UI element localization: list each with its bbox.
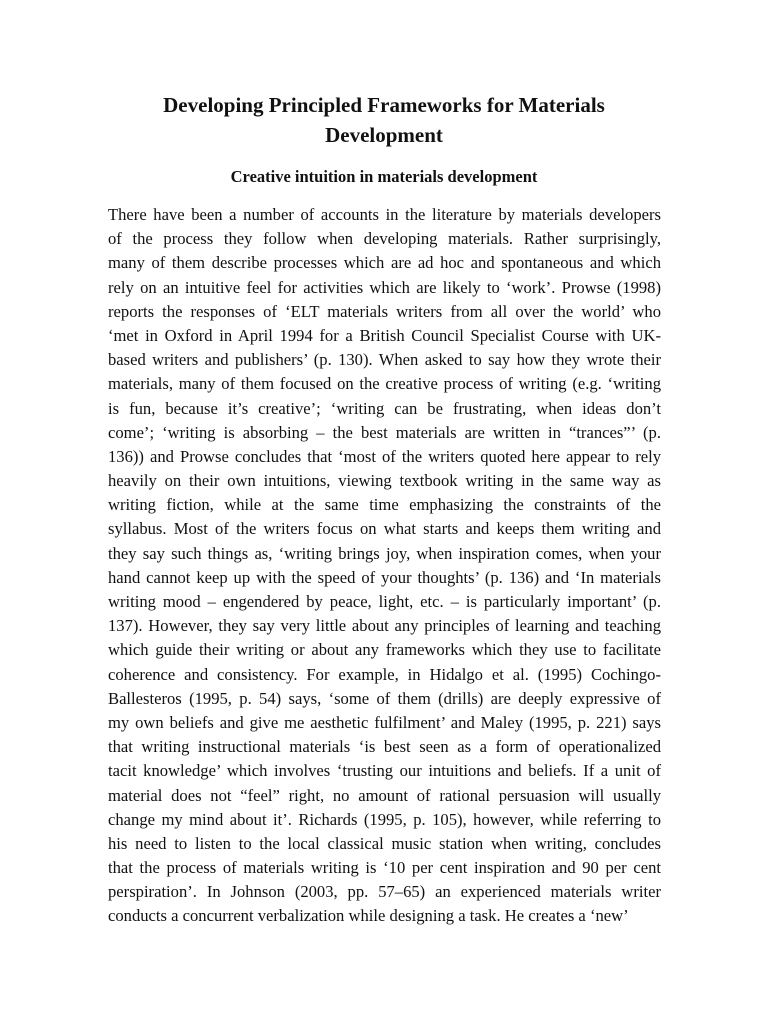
- body-text-line: rely on an intuitive feel for activities which are likely to ‘work’. Prowse (1998): [108, 277, 661, 297]
- body-text-line: 137). However, they say very little about any principles of learning and teaching: [108, 616, 661, 636]
- body-text-line: come’; ‘writing is absorbing – the best materials are written in “trances”’ (p.: [108, 422, 661, 442]
- body-text-line: perspiration’. In Johnson (2003, pp. 57–65) an experienced materials writer: [108, 882, 661, 902]
- body-text-line: ‘met in Oxford in April 1994 for a British Council Specialist Course with UK-: [108, 325, 661, 345]
- body-text-line: conducts a concurrent verbalization while designing a task. He creates a ‘new’: [108, 906, 629, 926]
- body-text-line: my own beliefs and give me aesthetic fulfilment’ and Maley (1995, p. 221) says: [108, 712, 661, 732]
- title-line: Developing Principled Frameworks for Materials: [163, 93, 605, 117]
- body-text-line: is fun, because it’s creative’; ‘writing can be frustrating, when ideas don’t: [108, 398, 661, 418]
- body-text-line: coherence and consistency. For example, in Hidalgo et al. (1995) Cochingo-: [108, 664, 661, 684]
- document-title: [108, 90, 660, 150]
- body-text-line: that the process of materials writing is ‘10 per cent inspiration and 90 per cent: [108, 858, 661, 878]
- section-heading: Creative intuition in materials development: [230, 167, 538, 186]
- body-text-line: many of them describe processes which are ad hoc and spontaneous and which: [108, 253, 661, 273]
- body-text-line: materials, many of them focused on the creative process of writing (e.g. ‘writing: [108, 374, 661, 394]
- body-text-line: tacit knowledge’ which involves ‘trusting our intuitions and beliefs. If a unit of: [108, 761, 661, 781]
- body-text-line: change my mind about it’. Richards (1995, p. 105), however, while referring to: [108, 809, 661, 829]
- title-line: Development: [325, 123, 443, 147]
- body-text-line: his need to listen to the local classical music station when writing, concludes: [108, 833, 661, 853]
- body-text-line: 136)) and Prowse concludes that ‘most of the writers quoted here appear to rely: [108, 446, 661, 466]
- body-text-line: heavily on their own intuitions, viewing textbook writing in the same way as: [108, 471, 661, 491]
- body-text-line: writing mood – engendered by peace, light, etc. – is particularly important’ (p.: [108, 592, 661, 611]
- body-text-line: Ballesteros (1995, p. 54) says, ‘some of them (drills) are deeply expressive of: [108, 688, 661, 708]
- body-text-line: syllabus. Most of the writers focus on what starts and keeps them writing and: [108, 519, 661, 539]
- body-text-line: that writing instructional materials ‘is best seen as a form of operationalized: [108, 737, 661, 757]
- body-paragraph: [108, 203, 661, 929]
- body-text-line: they say such things as, ‘writing brings joy, when inspiration comes, when your: [108, 543, 661, 563]
- body-text-line: which guide their writing or about any frameworks which they use to facilitate: [108, 640, 661, 660]
- body-text-line: based writers and publishers’ (p. 130). When asked to say how they wrote their: [108, 350, 661, 370]
- body-text-line: reports the responses of ‘ELT materials writers from all over the world’ who: [108, 301, 661, 321]
- body-text-line: writing fiction, while at the same time emphasizing the constraints of the: [108, 495, 661, 515]
- body-text-line: material does not “feel” right, no amount of rational persuasion will usually: [108, 785, 661, 805]
- body-text-line: There have been a number of accounts in the literature by materials developers: [108, 205, 661, 224]
- body-text-line: hand cannot keep up with the speed of your thoughts’ (p. 136) and ‘In materials: [108, 567, 661, 587]
- body-text-line: of the process they follow when developing materials. Rather surprisingly,: [108, 229, 661, 249]
